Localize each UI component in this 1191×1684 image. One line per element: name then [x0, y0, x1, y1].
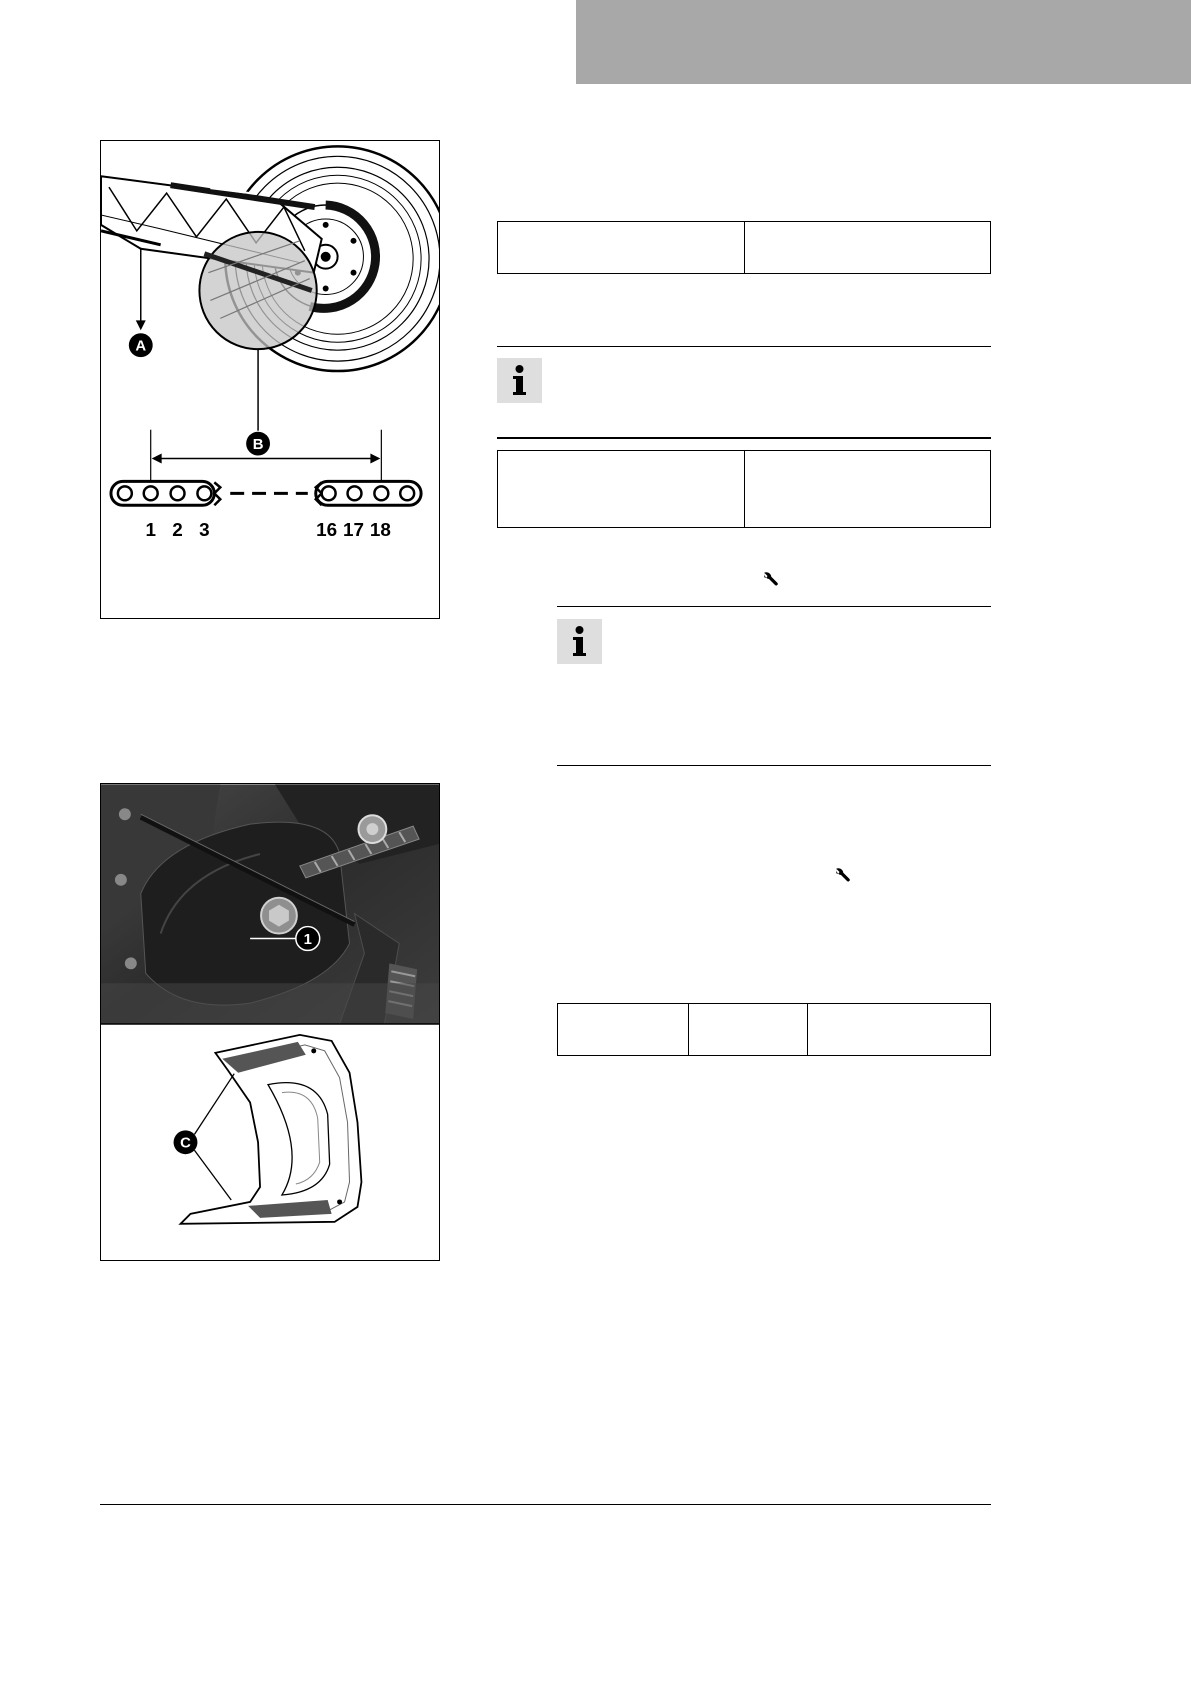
figure-chain-wear [100, 140, 440, 619]
info-box-top-rule [497, 346, 991, 347]
figure-sprocket-cover-illustration [101, 784, 439, 1260]
chain-segment-end [316, 481, 421, 505]
note-box-bottom-rule [557, 765, 991, 766]
wrench-icon [762, 570, 779, 587]
spec-table-chain-wear [497, 221, 991, 274]
spec-table-cell [744, 451, 991, 528]
callout-a [129, 248, 153, 357]
callout-1-label: 1 [303, 931, 312, 948]
spec-table-torque [557, 1003, 991, 1056]
spec-table-cell [689, 1004, 808, 1056]
chain-link-number: 16 [316, 520, 338, 542]
magnifier-detail [199, 232, 316, 349]
callout-b-label: B [252, 437, 264, 454]
chain-link-number: 18 [369, 520, 391, 542]
callout-c-label: C [180, 1135, 191, 1152]
chain-link-number: 1 [145, 520, 156, 542]
chapter-header-band [576, 0, 1191, 84]
footer-rule [100, 1504, 991, 1505]
spec-table-cell [744, 222, 991, 274]
figure-sprocket-cover [100, 783, 440, 1261]
chain-link-number: 2 [172, 520, 183, 542]
chain-segment-start [111, 481, 220, 505]
photo-engine-sprocket-area [101, 784, 439, 1024]
chain-link-number: 3 [199, 520, 210, 542]
info-icon [557, 619, 602, 664]
spec-table-cell [808, 1004, 991, 1056]
callout-b [246, 349, 270, 455]
spec-table-chain-length [497, 450, 991, 528]
drawing-sprocket-cover [181, 1035, 362, 1224]
info-icon [497, 358, 542, 403]
callout-c [174, 1074, 235, 1200]
figure-chain-wear-illustration [101, 141, 439, 618]
info-box-bottom-rule [497, 437, 991, 439]
callout-a-label: A [135, 338, 147, 355]
chain-link-number: 17 [343, 520, 365, 542]
spec-table-cell [498, 222, 745, 274]
spec-table-cell [498, 451, 745, 528]
wrench-icon [834, 866, 851, 883]
spec-table-cell [558, 1004, 689, 1056]
note-box-top-rule [557, 606, 991, 607]
